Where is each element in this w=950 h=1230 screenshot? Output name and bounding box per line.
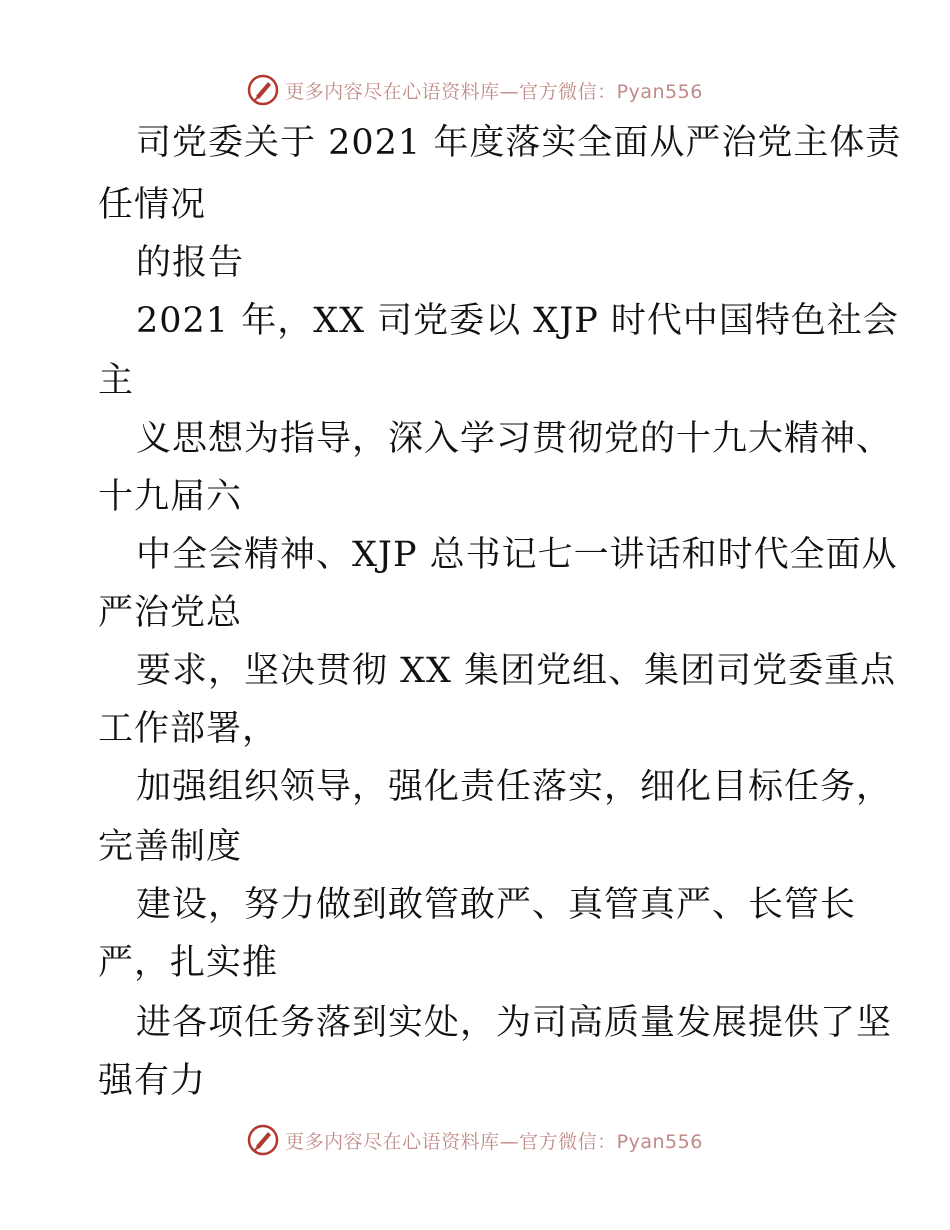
header-watermark-banner (0, 70, 950, 110)
text-line: 进各项任务落到实处，为司高质量发展提供了坚 (136, 1003, 893, 1043)
text-line: 的报告 (136, 243, 245, 283)
text-line: 严，扎实推 (98, 943, 279, 983)
text-line: 义思想为指导，深入学习贯彻党的十九大精神、 (136, 419, 893, 459)
text-line: 工作部署， (98, 709, 279, 749)
text-line: 要求，坚决贯彻 XX 集团党组、集团司党委重点 (136, 651, 897, 691)
brush-seal-icon (247, 1124, 279, 1156)
text-line: 任情况 (98, 185, 207, 225)
text-line: 2021 年，XX 司党委以 XJP 时代中国特色社会 (136, 301, 899, 341)
text-line: 中全会精神、XJP 总书记七一讲话和时代全面从 (136, 535, 898, 575)
text-line: 建设，努力做到敢管敢严、真管真严、长管长 (136, 885, 857, 925)
text-line: 主 (98, 361, 135, 401)
text-line: 加强组织领导，强化责任落实，细化目标任务， (136, 767, 893, 807)
text-line: 严治党总 (98, 593, 243, 633)
text-line: 强有力 (98, 1061, 207, 1101)
watermark-text: 更多内容尽在心语资料库—官方微信：Pyan556 (285, 80, 703, 103)
watermark-text: 更多内容尽在心语资料库—官方微信：Pyan556 (285, 1130, 703, 1153)
brush-seal-icon (247, 74, 279, 106)
text-line: 司党委关于 2021 年度落实全面从严治党主体责 (136, 123, 902, 163)
footer-watermark-banner (0, 1120, 950, 1160)
text-line: 十九届六 (98, 477, 243, 517)
text-line: 完善制度 (98, 827, 243, 867)
